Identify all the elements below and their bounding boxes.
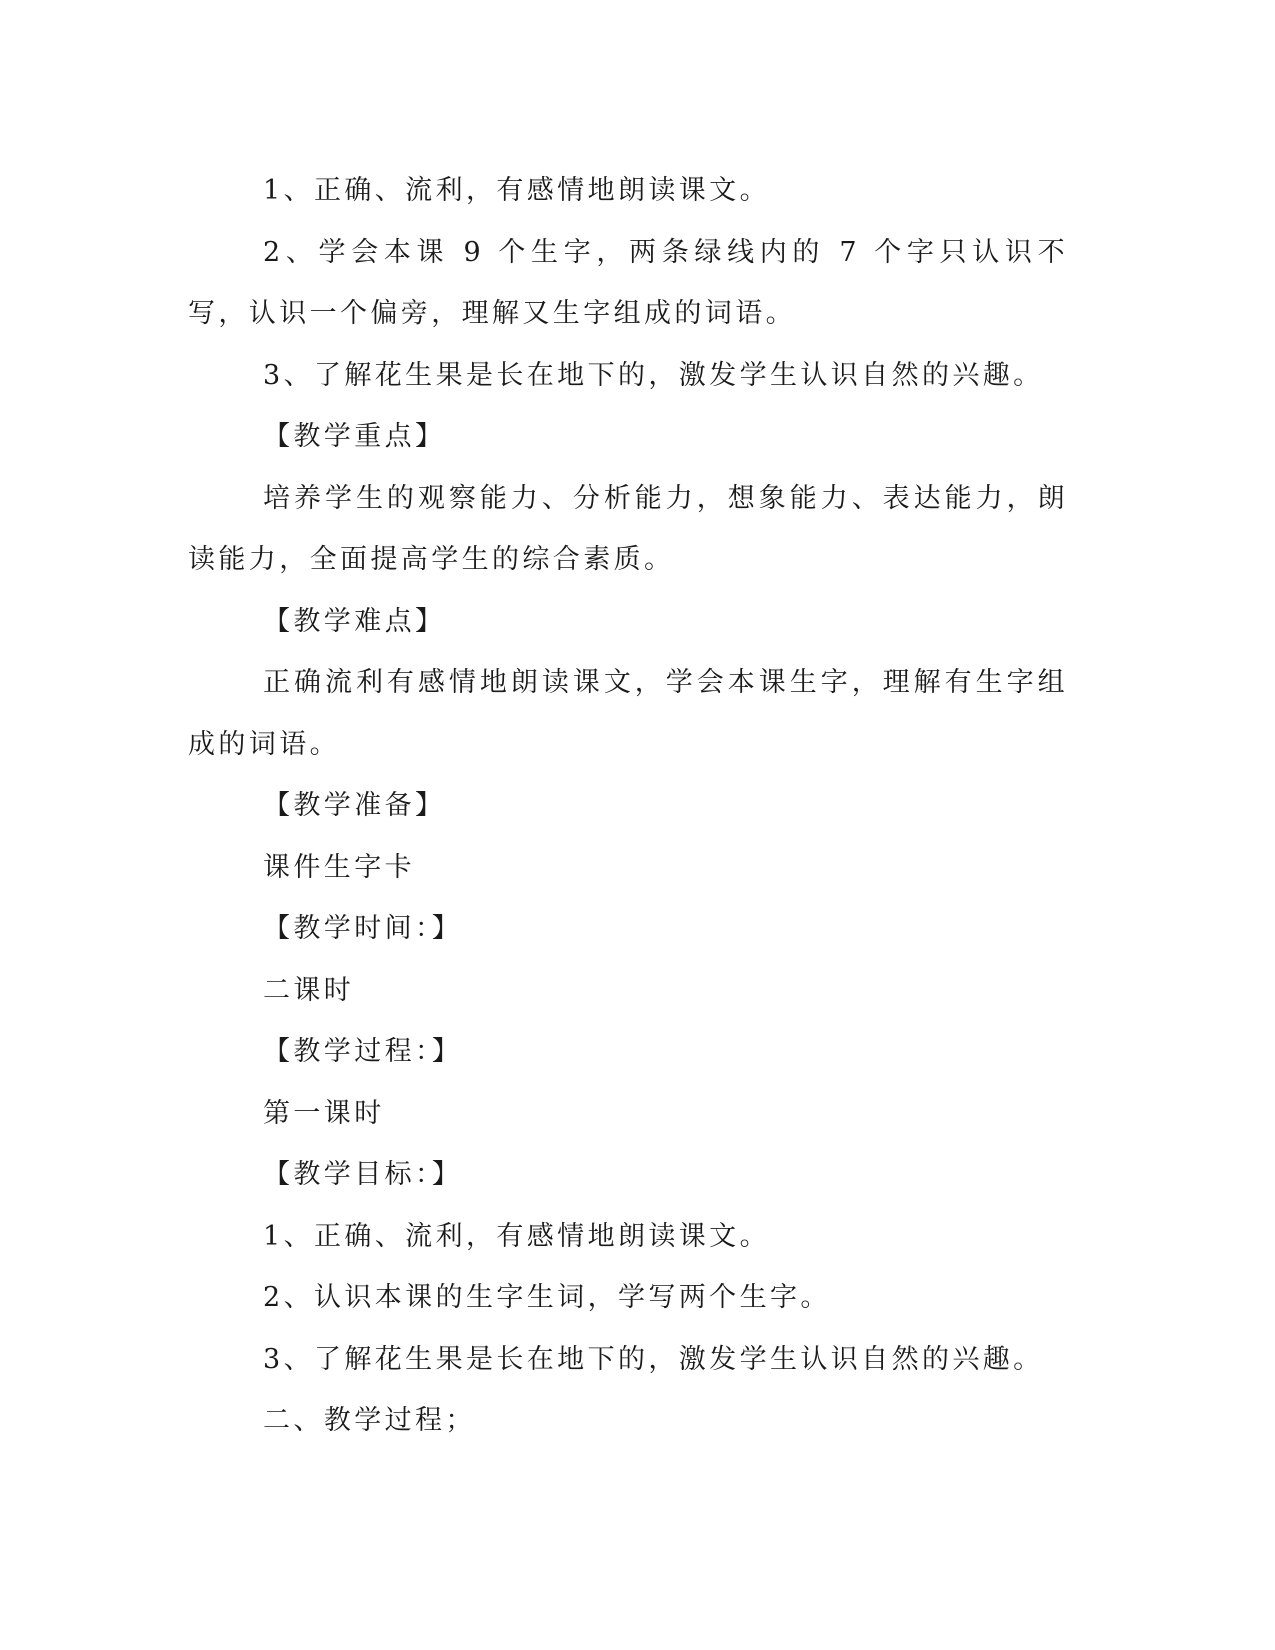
lesson-objective-2: 2、认识本课的生字生词，学写两个生字。 [263,1282,831,1313]
objective-1: 1、正确、流利，有感情地朗读课文。 [263,175,770,206]
objective-3: 3、了解花生果是长在地下的，激发学生认识自然的兴趣。 [263,359,1044,391]
objective-2: 2、学会本课 9 个生字，两条绿线内的 7 个字只认识不写，认识一个偏旁，理解又生字组成的词语。 [188,236,1068,329]
heading-preparation: 【教学准备】 [263,790,446,821]
difficulties-text: 正确流利有感情地朗读课文，学会本课生字，理解有生字组成的词语。 [188,667,1068,760]
teaching-time-text: 二课时 [263,974,355,1006]
document-body [188,160,1068,1452]
first-lesson-label: 第一课时 [263,1097,385,1129]
preparation-text: 课件生字卡 [263,851,415,883]
heading-key-points: 【教学重点】 [263,421,446,452]
key-points-text: 培养学生的观察能力、分析能力，想象能力、表达能力，朗读能力，全面提高学生的综合素质。 [188,482,1068,575]
heading-difficulties: 【教学难点】 [263,605,446,637]
heading-teaching-process: 【教学过程：】 [263,1036,463,1067]
heading-teaching-time: 【教学时间：】 [263,913,463,944]
lesson-objective-3: 3、了解花生果是长在地下的，激发学生认识自然的兴趣。 [263,1343,1044,1375]
heading-teaching-objectives: 【教学目标：】 [263,1159,463,1190]
lesson-objective-1: 1、正确、流利，有感情地朗读课文。 [263,1220,770,1252]
section-teaching-process: 二、教学过程； [263,1405,476,1436]
